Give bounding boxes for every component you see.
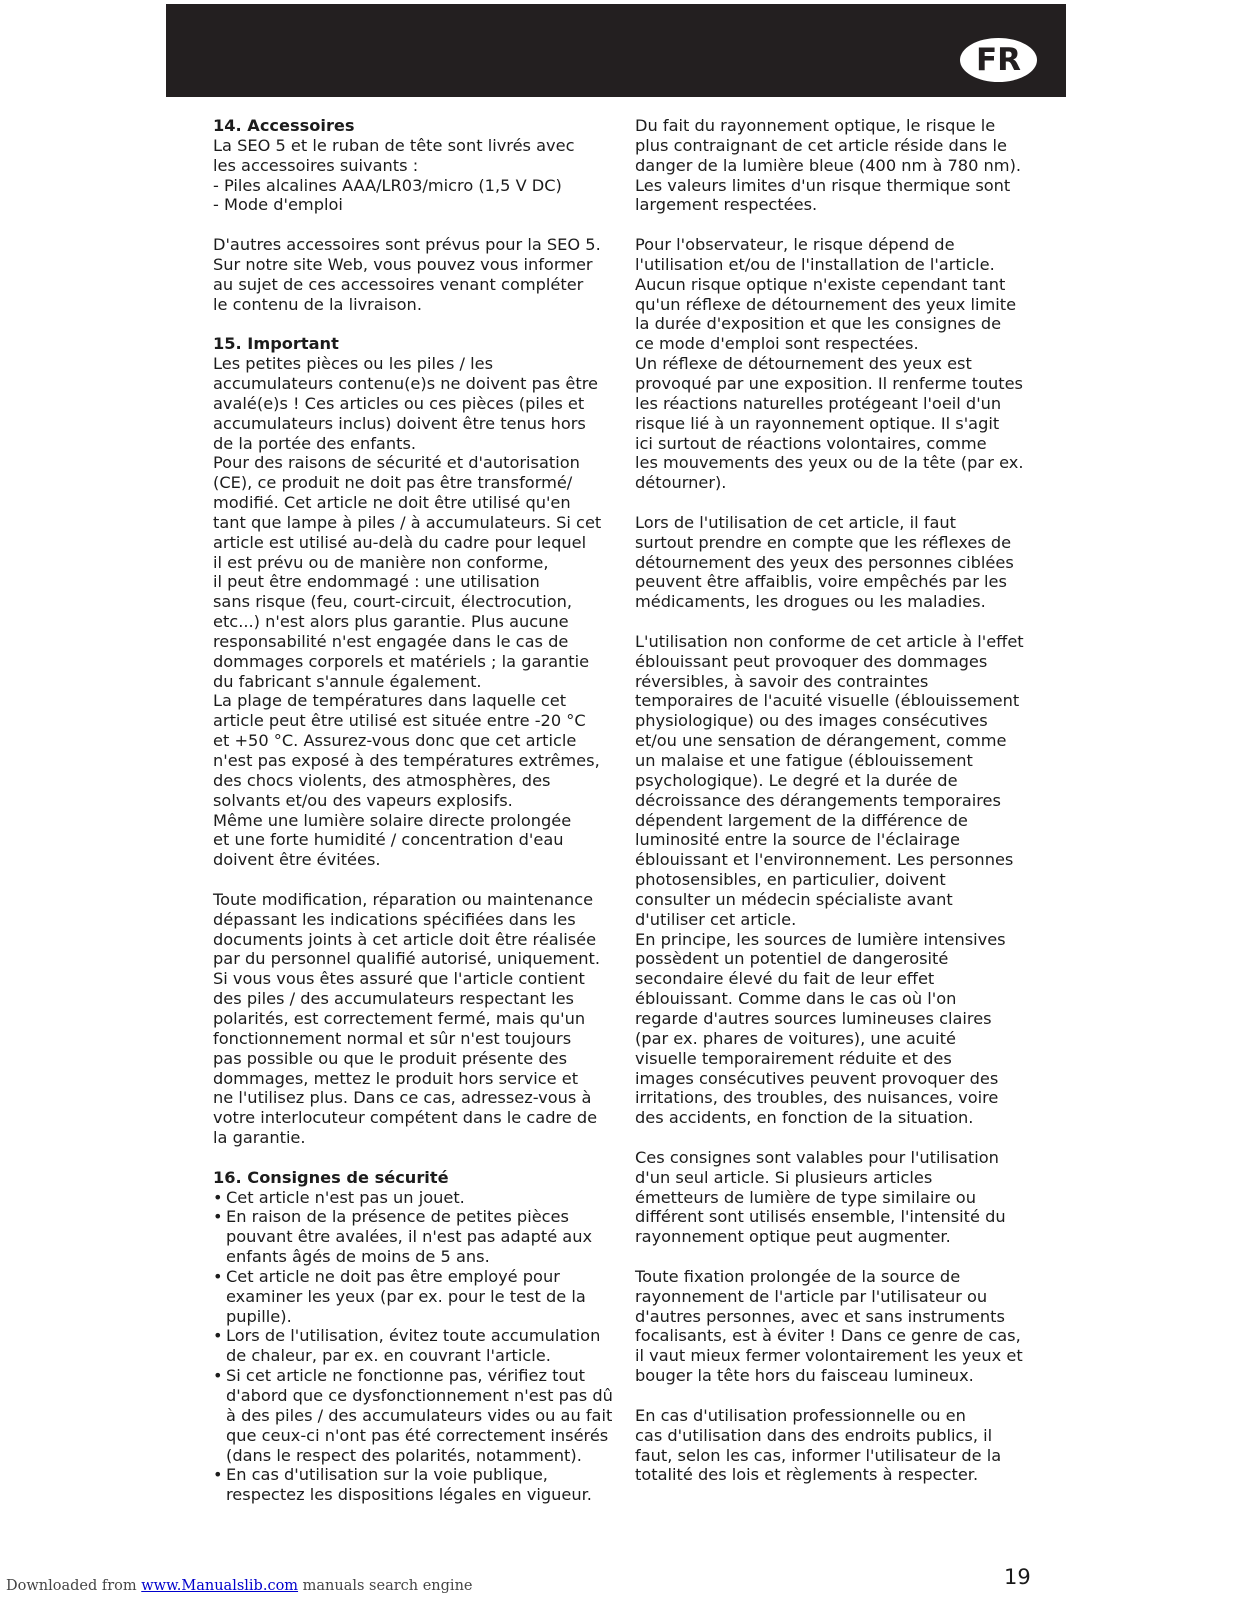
text-line: d'autres personnes, avec et sans instruments (635, 1306, 1005, 1326)
text-line: En raison de la présence de petites pièces (226, 1207, 569, 1227)
paragraph (635, 235, 1065, 493)
text-line: n'est pas exposé à des températures extrêmes, (213, 751, 600, 770)
section-heading: 14. Accessoires (213, 116, 355, 135)
text-line: sans risque (feu, court-circuit, électrocution, (213, 592, 573, 612)
bullet-icon: • (213, 1326, 223, 1346)
text-line: d'abord que ce dysfonctionnement n'est pas dû (226, 1386, 613, 1405)
paragraph (213, 136, 633, 215)
text-line: L'utilisation non conforme de cet article à l'effet (635, 631, 1024, 651)
text-line: d'un seul article. Si plusieurs articles (635, 1167, 933, 1187)
text-line: de chaleur, par ex. en couvrant l'article. (226, 1346, 551, 1366)
paragraph (213, 354, 633, 870)
left-column (213, 116, 633, 1505)
text-line: polarités, est correctement fermé, mais qu'un (213, 1008, 586, 1028)
text-line: images consécutives peuvent provoquer des (635, 1068, 999, 1088)
text-line: de la portée des enfants. (213, 433, 417, 453)
paragraph (635, 1148, 1065, 1247)
bullet-item (213, 1207, 633, 1267)
text-line: différent sont utilisés ensemble, l'intensité du (635, 1207, 1006, 1227)
paragraph (635, 116, 1065, 215)
text-line: risque lié à un rayonnement optique. Il s'agit (635, 413, 1000, 433)
text-line: Pour des raisons de sécurité et d'autorisation (213, 453, 580, 473)
text-line: ne l'utilisez plus. Dans ce cas, adressez-vous à (213, 1088, 592, 1108)
footer-suffix: manuals search engine (298, 1578, 473, 1594)
text-line: les accessoires suivants : (213, 155, 419, 175)
text-line: que ceux-ci n'ont pas été correctement insérés (226, 1425, 609, 1445)
text-line: plus contraignant de cet article réside dans le (635, 135, 1008, 155)
text-line: En principe, les sources de lumière intensives (635, 929, 1006, 949)
text-line: un malaise et une fatigue (éblouissement (635, 751, 973, 770)
text-line: et une forte humidité / concentration d'eau (213, 830, 564, 850)
text-line: Même une lumière solaire directe prolongée (213, 810, 572, 830)
paragraph (635, 513, 1065, 612)
section-heading: 15. Important (213, 334, 339, 354)
text-line: ici surtout de réactions volontaires, comme (635, 433, 987, 453)
text-line: détournement des yeux des personnes ciblées (635, 552, 1014, 572)
page-number: 19 (1004, 1565, 1031, 1589)
text-line: éblouissant et l'environnement. Les personnes (635, 850, 1014, 870)
text-line: doivent être évitées. (213, 850, 381, 870)
text-line: modifié. Cet article ne doit être utilisé qu'en (213, 493, 571, 513)
text-line: cas d'utilisation dans des endroits publics, il (635, 1425, 993, 1445)
text-line: fonctionnement normal et sûr n'est toujours (213, 1028, 572, 1048)
text-line: - Piles alcalines AAA/LR03/micro (1,5 V DC) (213, 175, 562, 195)
section-15 (213, 334, 633, 1148)
language-badge: FR (960, 38, 1037, 82)
text-line: la garantie. (213, 1128, 306, 1148)
text-line: pouvant être avalées, il n'est pas adapté aux (226, 1227, 593, 1247)
text-line: médicaments, les drogues ou les maladies. (635, 592, 986, 612)
paragraph (635, 632, 1065, 1128)
text-line: examiner les yeux (par ex. pour le test de la (226, 1286, 586, 1306)
manualslib-link[interactable]: www.Manualslib.com (141, 1578, 299, 1594)
text-line: dépassant les indications spécifiées dans les (213, 909, 576, 929)
section-16 (213, 1168, 633, 1505)
right-column (635, 116, 1065, 1505)
text-line: au sujet de ces accessoires venant compléter (213, 274, 584, 294)
bullet-item (213, 1267, 633, 1327)
text-line: Pour l'observateur, le risque dépend de (635, 235, 955, 255)
text-line: il vaut mieux fermer volontairement les yeux et (635, 1346, 1023, 1366)
header-bar (166, 4, 1066, 97)
text-line: émetteurs de lumière de type similaire ou (635, 1187, 976, 1207)
text-line: pupille). (226, 1306, 292, 1326)
text-line: (CE), ce produit ne doit pas être transformé/ (213, 473, 573, 493)
text-line: responsabilité n'est engagée dans le cas de (213, 631, 569, 651)
text-line: accumulateurs inclus) doivent être tenus hors (213, 413, 586, 433)
text-line: regarde d'autres sources lumineuses claires (635, 1008, 992, 1028)
text-line: qu'un réflexe de détournement des yeux limite (635, 294, 1017, 314)
text-line: pas possible ou que le produit présente des (213, 1048, 568, 1068)
text-line: article peut être utilisé est située entre -20 °C (213, 711, 586, 731)
text-line: peuvent être affaiblis, voire empêchés par les (635, 572, 1007, 592)
text-line: éblouissant peut provoquer des dommages (635, 651, 988, 671)
text-line: Toute fixation prolongée de la source de (635, 1266, 961, 1286)
paragraph (213, 235, 633, 314)
text-line: luminosité entre la source de l'éclairage (635, 830, 960, 850)
text-line: des accidents, en fonction de la situation. (635, 1108, 974, 1128)
text-line: à des piles / des accumulateurs vides ou au fait (226, 1405, 613, 1425)
text-line: éblouissant. Comme dans le cas où l'on (635, 989, 957, 1009)
text-line: danger de la lumière bleue (400 nm à 780 nm). (635, 155, 1022, 175)
text-line: photosensibles, en particulier, doivent (635, 870, 946, 890)
text-line: provoqué par une exposition. Il renferme toutes (635, 373, 1023, 393)
text-line: D'autres accessoires sont prévus pour la SEO 5. (213, 235, 601, 255)
text-line: - Mode d'emploi (213, 195, 343, 215)
text-line: Ces consignes sont valables pour l'utilisation (635, 1147, 999, 1167)
text-line: les réactions naturelles protégeant l'oeil d'un (635, 393, 1002, 413)
text-line: et +50 °C. Assurez-vous donc que cet article (213, 731, 577, 751)
text-line: article est utilisé au-delà du cadre pour lequel (213, 532, 587, 552)
text-line: Si cet article ne fonctionne pas, vérifiez tout (226, 1366, 585, 1386)
text-line: réversibles, à savoir des contraintes (635, 671, 929, 691)
text-line: (par ex. phares de voitures), une acuité (635, 1028, 956, 1048)
text-line: consulter un médecin spécialiste avant (635, 889, 953, 909)
text-line: Lors de l'utilisation, évitez toute accumulation (226, 1326, 601, 1346)
text-line: des piles / des accumulateurs respectant les (213, 989, 574, 1009)
bullet-item (213, 1465, 633, 1505)
text-line: la durée d'exposition et que les consignes de (635, 314, 1002, 334)
text-line: Cet article n'est pas un jouet. (226, 1187, 465, 1207)
text-line: dépendent largement de la différence de (635, 810, 968, 830)
text-line: dommages, mettez le produit hors service et (213, 1068, 579, 1088)
text-line: irritations, des troubles, des nuisances, voire (635, 1088, 999, 1108)
text-line: Cet article ne doit pas être employé pour (226, 1266, 560, 1286)
text-line: rayonnement optique peut augmenter. (635, 1227, 951, 1247)
text-line: surtout prendre en compte que les réflexes de (635, 532, 1012, 552)
text-line: par du personnel qualifié autorisé, uniquement. (213, 949, 601, 969)
text-line: Aucun risque optique n'existe cependant tant (635, 274, 1006, 294)
text-line: des chocs violents, des atmosphères, des (213, 770, 551, 790)
bullet-icon: • (213, 1207, 223, 1227)
text-line: et/ou une sensation de dérangement, comme (635, 731, 1007, 751)
paragraph (213, 890, 633, 1148)
text-line: dommages corporels et matériels ; la garantie (213, 651, 590, 671)
text-line: La SEO 5 et le ruban de tête sont livrés avec (213, 135, 575, 155)
text-line: Les petites pièces ou les piles / les (213, 354, 494, 374)
text-line: Lors de l'utilisation de cet article, il faut (635, 512, 956, 532)
text-line: Toute modification, réparation ou maintenance (213, 889, 594, 909)
text-line: d'utiliser cet article. (635, 909, 797, 929)
text-line: il est prévu ou de manière non conforme, (213, 552, 549, 572)
text-line: Du fait du rayonnement optique, le risque le (635, 116, 996, 135)
section-14 (213, 116, 633, 314)
text-line: bouger la tête hors du faisceau lumineux. (635, 1366, 974, 1386)
bullet-item (213, 1366, 633, 1465)
text-line: avalé(e)s ! Ces articles ou ces pièces (piles et (213, 393, 585, 413)
bullet-icon: • (213, 1366, 223, 1386)
text-line: En cas d'utilisation sur la voie publique, (226, 1465, 548, 1485)
text-line: psychologique). Le degré et la durée de (635, 770, 958, 790)
bullet-item (213, 1188, 633, 1208)
text-line: En cas d'utilisation professionnelle ou en (635, 1405, 966, 1425)
text-line: l'utilisation et/ou de l'installation de l'article. (635, 254, 995, 274)
text-line: (dans le respect des polarités, notamment). (226, 1445, 582, 1465)
text-line: Les valeurs limites d'un risque thermique sont (635, 175, 1011, 195)
footer-prefix: Downloaded from (6, 1578, 142, 1594)
footer (6, 1578, 473, 1594)
text-line: etc...) n'est alors plus garantie. Plus aucune (213, 612, 569, 632)
text-line: décroissance des dérangements temporaires (635, 790, 1001, 810)
text-line: temporaires de l'acuité visuelle (éblouissement (635, 691, 1020, 711)
text-line: tant que lampe à piles / à accumulateurs. Si cet (213, 512, 602, 532)
text-line: secondaire élevé du fait de leur effet (635, 969, 935, 989)
text-line: Si vous vous êtes assuré que l'article contient (213, 969, 585, 989)
bullet-item (213, 1326, 633, 1366)
bullet-icon: • (213, 1187, 223, 1207)
text-line: les mouvements des yeux ou de la tête (par ex. (635, 453, 1024, 473)
section-heading: 16. Consignes de sécurité (213, 1167, 449, 1187)
text-line: il peut être endommagé : une utilisation (213, 572, 540, 592)
text-line: enfants âgés de moins de 5 ans. (226, 1247, 490, 1267)
paragraph (635, 1267, 1065, 1386)
text-line: faut, selon les cas, informer l'utilisateur de la (635, 1445, 1002, 1465)
text-line: détourner). (635, 473, 727, 493)
text-line: accumulateurs contenu(e)s ne doivent pas être (213, 373, 598, 393)
text-line: votre interlocuteur compétent dans le cadre de (213, 1108, 598, 1128)
text-line: solvants et/ou des vapeurs explosifs. (213, 790, 513, 810)
bullet-icon: • (213, 1266, 223, 1286)
text-line: visuelle temporairement réduite et des (635, 1048, 952, 1068)
bullet-icon: • (213, 1465, 223, 1485)
paragraph (635, 1406, 1065, 1485)
text-line: focalisants, est à éviter ! Dans ce genre de cas, (635, 1326, 1021, 1346)
text-line: rayonnement de l'article par l'utilisateur ou (635, 1286, 988, 1306)
text-line: ce mode d'emploi sont respectées. (635, 334, 919, 354)
text-line: documents joints à cet article doit être réalisée (213, 929, 597, 949)
text-line: le contenu de la livraison. (213, 294, 422, 314)
text-line: Sur notre site Web, vous pouvez vous informer (213, 254, 593, 274)
text-line: largement respectées. (635, 195, 818, 215)
text-line: totalité des lois et règlements à respecter. (635, 1465, 979, 1485)
text-line: Un réflexe de détournement des yeux est (635, 354, 972, 374)
bullet-list (213, 1188, 633, 1506)
text-line: du fabricant s'annule également. (213, 671, 482, 691)
text-line: physiologique) ou des images consécutives (635, 711, 988, 731)
text-line: possèdent un potentiel de dangerosité (635, 949, 949, 969)
text-line: respectez les dispositions légales en vigueur. (226, 1485, 592, 1505)
text-line: La plage de températures dans laquelle cet (213, 691, 567, 711)
